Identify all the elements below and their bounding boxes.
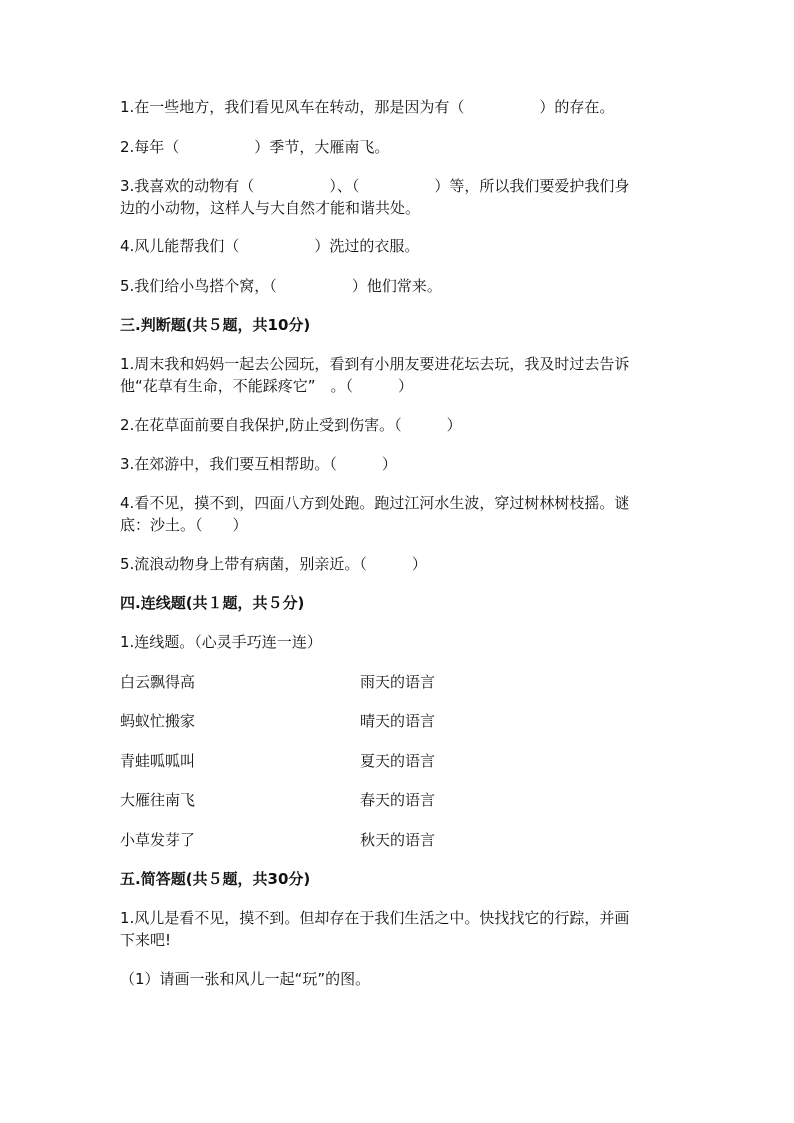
- question-text: 2.每年（ ）季节，大雁南飞。: [120, 138, 390, 156]
- match-left-item: 白云飘得高: [120, 673, 196, 691]
- question-text: 底：沙土。（ ）: [120, 516, 248, 534]
- question-text: 1.连线题。（心灵手巧连一连）: [120, 633, 322, 651]
- section-heading: 四.连线题(共１题，共５分): [120, 594, 305, 612]
- match-left-item: 大雁往南飞: [120, 791, 196, 809]
- match-right-item: 夏天的语言: [360, 752, 436, 770]
- match-right-item: 秋天的语言: [360, 831, 436, 849]
- question-text: 1.在一些地方，我们看见风车在转动，那是因为有（ ）的存在。: [120, 98, 615, 116]
- question-text: 边的小动物，这样人与大自然才能和谐共处。: [120, 199, 421, 217]
- question-text: 下来吧!: [120, 931, 172, 949]
- match-left-item: 小草发芽了: [120, 831, 196, 849]
- question-text: 1.周末我和妈妈一起去公园玩，看到有小朋友要进花坛去玩，我及时过去告诉: [120, 355, 630, 373]
- sub-question-text: （1）请画一张和风儿一起“玩”的图。: [120, 970, 371, 988]
- match-right-item: 晴天的语言: [360, 712, 436, 730]
- question-text: 1.风儿是看不见，摸不到。但却存在于我们生活之中。快找找它的行踪，并画: [120, 909, 630, 927]
- question-text: 他“花草有生命，不能踩疼它” 。（ ）: [120, 377, 414, 395]
- section-heading: 五.简答题(共５题，共30分): [120, 870, 311, 888]
- match-right-item: 雨天的语言: [360, 673, 436, 691]
- question-text: 4.风儿能帮我们（ ）洗过的衣服。: [120, 237, 420, 255]
- question-text: 5.流浪动物身上带有病菌，别亲近。（ ）: [120, 555, 427, 573]
- question-text: 5.我们给小鸟搭个窝，（ ）他们常来。: [120, 277, 442, 295]
- match-left-item: 青蛙呱呱叫: [120, 752, 196, 770]
- question-text: 3.我喜欢的动物有（ ）、（ ）等，所以我们要爱护我们身: [120, 177, 630, 195]
- match-left-item: 蚂蚁忙搬家: [120, 712, 196, 730]
- match-right-item: 春天的语言: [360, 791, 436, 809]
- question-text: 4.看不见，摸不到，四面八方到处跑。跑过江河水生波，穿过树林树枝摇。谜: [120, 494, 630, 512]
- question-text: 2.在花草面前要自我保护,防止受到伤害。（ ）: [120, 416, 462, 434]
- question-text: 3.在郊游中，我们要互相帮助。（ ）: [120, 455, 397, 473]
- section-heading: 三.判断题(共５题，共10分): [120, 316, 311, 334]
